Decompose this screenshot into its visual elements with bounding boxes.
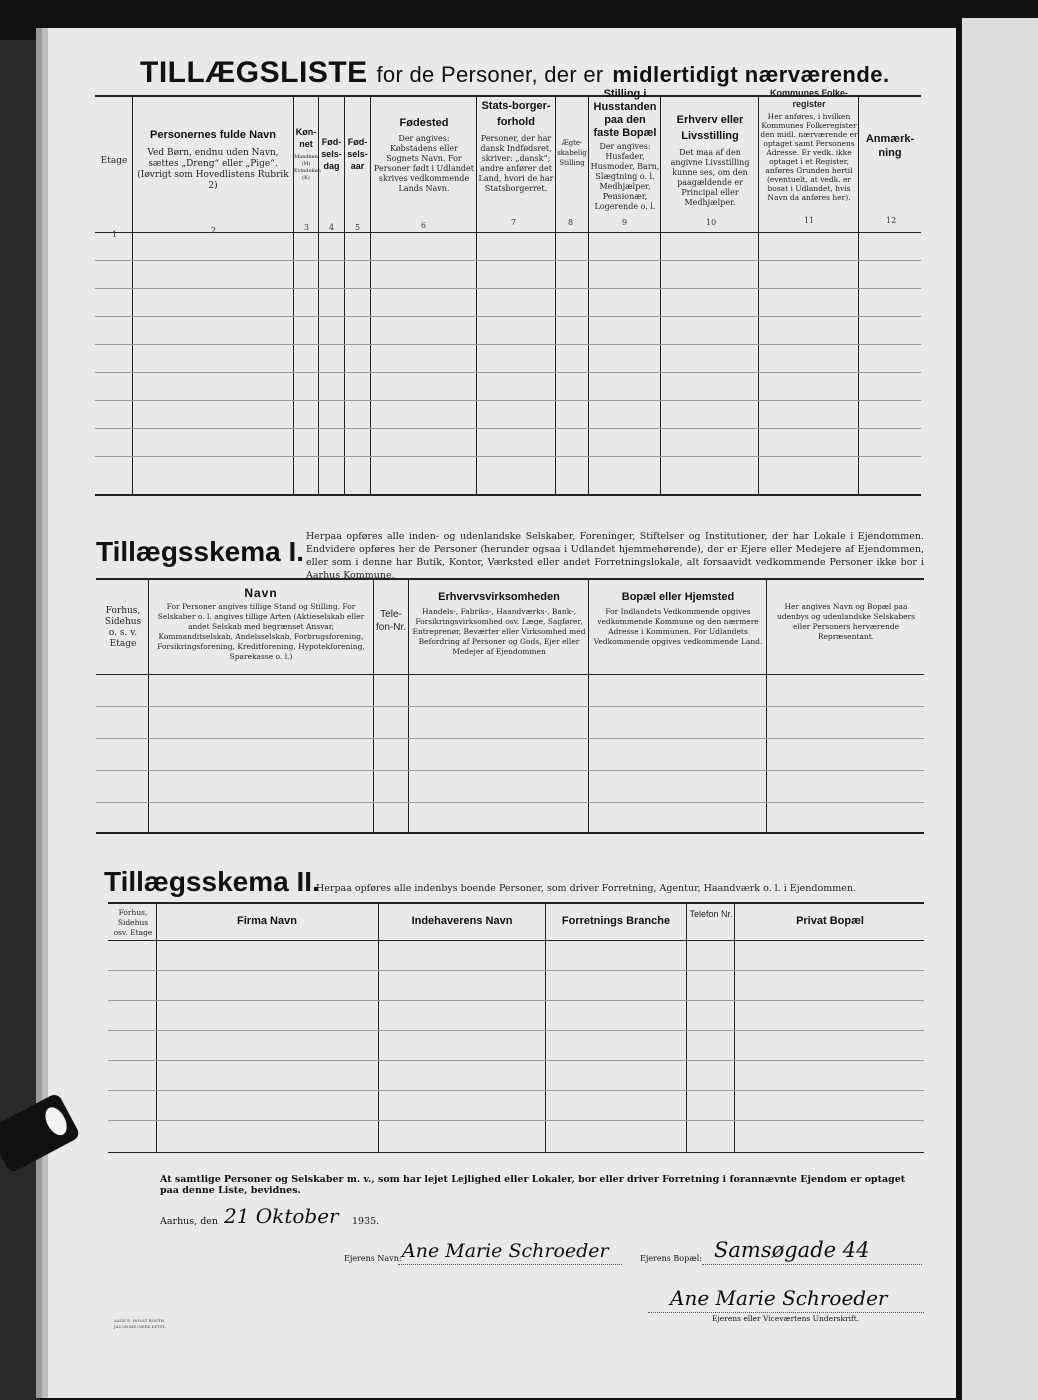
colnum-9: 9	[622, 218, 628, 227]
colnum-3: 3	[304, 223, 310, 232]
left-page-edge	[0, 40, 40, 1400]
col-etage: Etage	[100, 156, 128, 166]
liste-title-mid: for de Personer, der er	[376, 62, 604, 87]
liste-title-main: TILLÆGSLISTE	[140, 56, 368, 89]
liste-title-bold: midlertidigt nærværende.	[612, 62, 890, 87]
col-koen	[294, 126, 321, 182]
colnum-8: 8	[568, 218, 574, 227]
col-aegteskab: Ægte-skabelig Stilling	[557, 139, 587, 167]
col-koen-text: Mandkøn (M) Kvindekøn (K)	[294, 154, 321, 181]
col-folkeregister: Kommunes Folke-register Her anføres, i hvilken Kommunes Folkeregister den midl. nærværende er optaget samt Personens Adresse. Er vedk. ikke optaget i et Register, anføres Grunden hertil (eventuelt, at vedk. er bosat i Udlandet, hvis Navn da anføres her).	[760, 88, 858, 202]
s1-col-bopael: Bopæl eller Hjemsted For Indlandets Vedkommende opgives vedkommende Kommune og den nærmere Adresse i Kommunen. For Udlandets Vedkommende opgives vedkommende Land.	[593, 591, 763, 646]
s1-col-navn: Navn For Personer angives tillige Stand og Stilling. For Selskaber o. l. angives tillige Arten (Aktieselskab eller andet Selskab med begrænset Ansvar, Kommanditselskab, Andelsselskab, Forbrugsforening, Forsikringsforening, Kreditforening, Hypotekforening, Sparekasse o. l.)	[157, 586, 365, 661]
liste-title	[140, 56, 890, 90]
date-handwritten: 21 Oktober	[224, 1204, 339, 1228]
col-erhverv: Erhverv eller Livsstilling Det maa af den angivne Livsstilling kunne ses, om den paagældende er Principal eller Medhjælper.	[670, 114, 750, 207]
colnum-7: 7	[511, 218, 517, 227]
col-stilling: Stilling i Husstanden paa den faste Bopæl Der angives: Husfader, Husmoder, Barn, Slægtning o. l. Medhjælper, Pensionær, Logerende o. l.	[590, 88, 660, 211]
s1-col-etage: Forhus, Sidehus o. s. v. Etage	[104, 606, 142, 649]
document-page	[48, 28, 956, 1398]
s2-col-indehaver: Indehaverens Navn	[411, 915, 513, 927]
col-navn-text: Ved Børn, endnu uden Navn, sættes „Dreng“ eller „Pige“. (Iøvrigt som Hovedlistens Rubrik 2)	[137, 148, 289, 191]
s2-col-bopael: Privat Bopæl	[796, 915, 864, 927]
s1-col-erhverv: Erhvervsvirksomheden Handels-, Fabriks-, Haandværks-, Bank-, Forsikringsvirksomhed osv. Læge, Sagfører, Entreprenør, Beværter eller Virksomhed med Befordring af Personer og Gods, Ejer eller Medejer af Ejendommen	[412, 591, 586, 656]
s2-col-telefon: Telefon Nr.	[689, 909, 733, 919]
address-handwritten: Samsøgade 44	[714, 1238, 870, 1262]
address-label: Ejerens Bopæl:	[640, 1254, 703, 1263]
col-foedselsdag: Fød-sels-dag	[321, 137, 342, 171]
s2-col-firma: Firma Navn	[237, 915, 297, 927]
year: 1935.	[352, 1216, 380, 1227]
s2-col-etage: Forhus, Sidehus osv. Etage	[113, 908, 153, 937]
owner-label: Ejerens Navn:	[344, 1254, 402, 1263]
skema1-title: Tillægsskema I.	[96, 536, 305, 567]
col-koen-head: Køn-net	[295, 127, 317, 149]
skema2-intro: Herpaa opføres alle indenbys boende Personer, som driver Forretning, Agentur, Haandværk o. l. i Ejendommen.	[316, 883, 856, 894]
col-anmaerkning: Anmærk-ning	[865, 133, 915, 159]
colnum-12: 12	[886, 216, 897, 225]
colnum-10: 10	[706, 218, 717, 227]
s1-col-telefon: Tele-fon-Nr.	[375, 609, 406, 633]
col-foedested: Fødested Der angives: Købstadens eller Sognets Navn. For Personer født i Udlandet skrives vedkommende Lands Navn.	[374, 117, 474, 193]
skema1-intro: Herpaa opføres alle inden- og udenlandske Selskaber, Foreninger, Stiftelser og Institutioner, der har Lokale i Ejendommen. Endvidere opføres her de Personer (herunder ogsaa i Udlandet hjemmehørende), der er Ejere eller Medejere af Ejendommen, eller som i denne har Butik, Kontor, Værksted eller andet Forretningslokale, alt forsaavidt vedkommende Personer ikke bor i Aarhus Kommune.	[306, 531, 924, 581]
colnum-1: 1	[112, 230, 118, 239]
col-statsborger: Stats-borger-forhold Personer, der har dansk Indfødsret, skriver: „dansk“; andre anfører det Land, hvori de har Statsborgerret.	[478, 100, 554, 193]
signature-label: Ejerens eller Viceværtens Underskrift.	[712, 1314, 860, 1323]
s1-col-repr: Her angives Navn og Bopæl paa udenbys og udenlandske Selskabers eller Personers herværende Repræsentant.	[776, 602, 915, 641]
colnum-2: 2	[211, 226, 217, 235]
owner-handwritten: Ane Marie Schroeder	[402, 1240, 609, 1262]
s2-col-branche: Forretnings Branche	[561, 915, 671, 927]
col-navn-head: Personernes fulde Navn	[150, 129, 276, 141]
colnum-4: 4	[329, 223, 335, 232]
col-navn	[136, 128, 290, 192]
colnum-11: 11	[804, 216, 815, 225]
place: Aarhus, den	[160, 1216, 219, 1227]
colnum-6: 6	[421, 221, 427, 230]
signature-handwritten: Ane Marie Schroeder	[670, 1286, 888, 1310]
col-foedselsaar: Fød-sels-aar	[347, 137, 368, 171]
printer-mark: AAGE E. HOLST BOGTR. JACOB BRUNERS EFTFL.	[114, 1318, 167, 1329]
colnum-5: 5	[355, 223, 361, 232]
declaration: At samtlige Personer og Selskaber m. v., som har lejet Lejlighed eller Lokaler, bor eller driver Forretning i forannævnte Ejendom er optaget paa denne Liste, bevidnes.	[160, 1174, 906, 1196]
skema2-title: Tillægsskema II.	[104, 866, 320, 897]
right-page-edge	[962, 18, 1038, 1400]
